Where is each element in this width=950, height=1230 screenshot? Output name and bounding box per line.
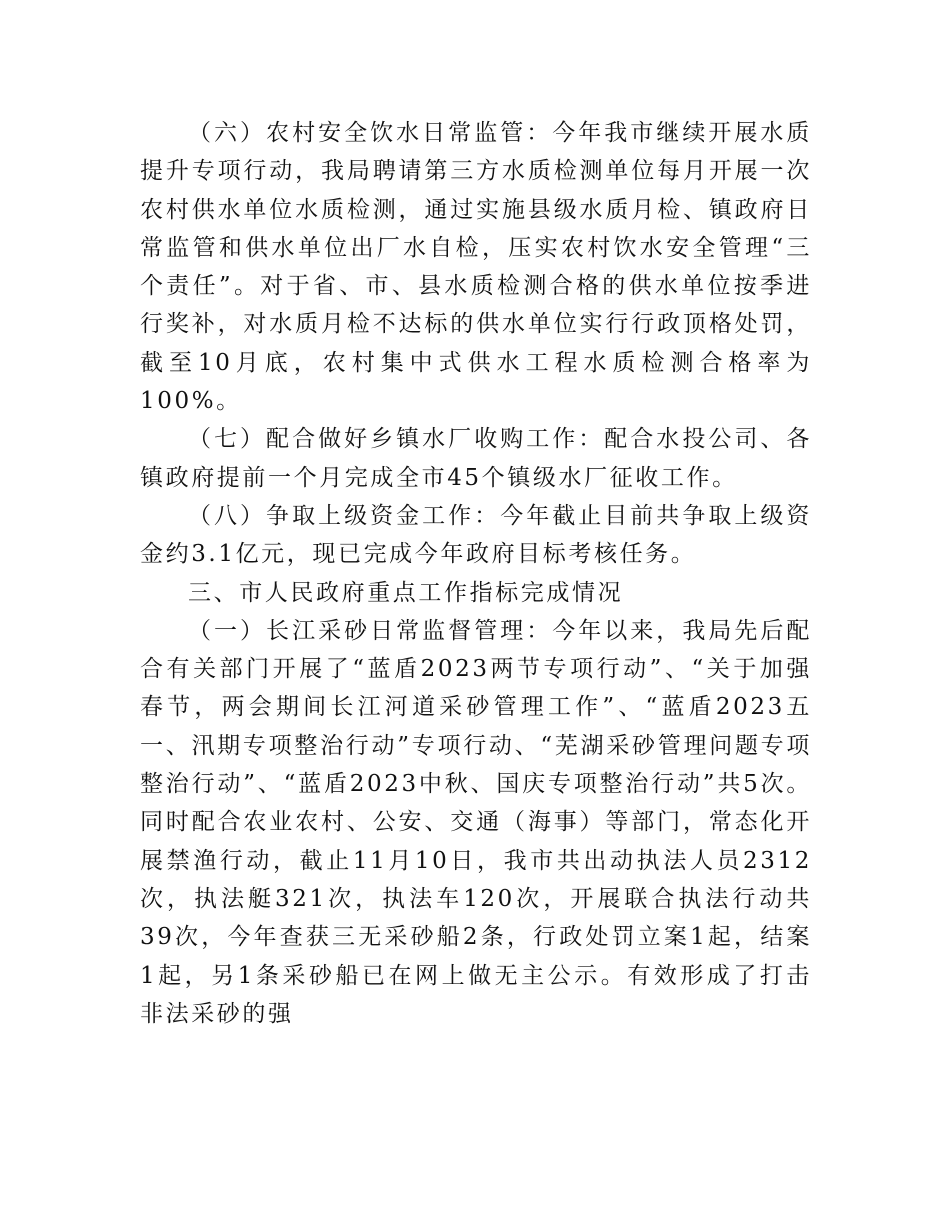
document-body: [140, 114, 812, 1033]
paragraph-yangtze-sand-mining: （一）长江采砂日常监督管理：今年以来，我局先后配合有关部门开展了“蓝盾2023两节专项行动”、“关于加强春节，两会期间长江河道采砂管理工作”、“蓝盾2023五一、汛期专项整治行动”专项行动、“芜湖采砂管理问题专项整治行动”、“蓝盾2023中秋、国庆专项整治行动”共5次。同时配合农业农村、公安、交通（海事）等部门，常态化开展禁渔行动，截止11月10日，我市共出动执法人员2312次，执法艇321次，执法车120次，开展联合执法行动共39次，今年查获三无采砂船2条，行政处罚立案1起，结案1起，另1条采砂船已在网上做无主公示。有效形成了打击非法采砂的强: [140, 617, 812, 1027]
paragraph-superior-funding: （八）争取上级资金工作：今年截止目前共争取上级资金约3.1亿元，现已完成今年政府目标考核任务。: [140, 502, 812, 568]
paragraph-rural-water-supervision: （六）农村安全饮水日常监管：今年我市继续开展水质提升专项行动，我局聘请第三方水质检测单位每月开展一次农村供水单位水质检测，通过实施县级水质月检、镇政府日常监管和供水单位出厂水自检，压实农村饮水安全管理“三个责任”。对于省、市、县水质检测合格的供水单位按季进行奖补，对水质月检不达标的供水单位实行行政顶格处罚，截至10月底，农村集中式供水工程水质检测合格率为100%。: [140, 120, 812, 415]
section-heading-key-indicators: 三、市人民政府重点工作指标完成情况: [188, 579, 624, 606]
paragraph-township-waterworks-acquisition: （七）配合做好乡镇水厂收购工作：配合水投公司、各镇政府提前一个月完成全市45个镇级水厂征收工作。: [140, 426, 812, 491]
